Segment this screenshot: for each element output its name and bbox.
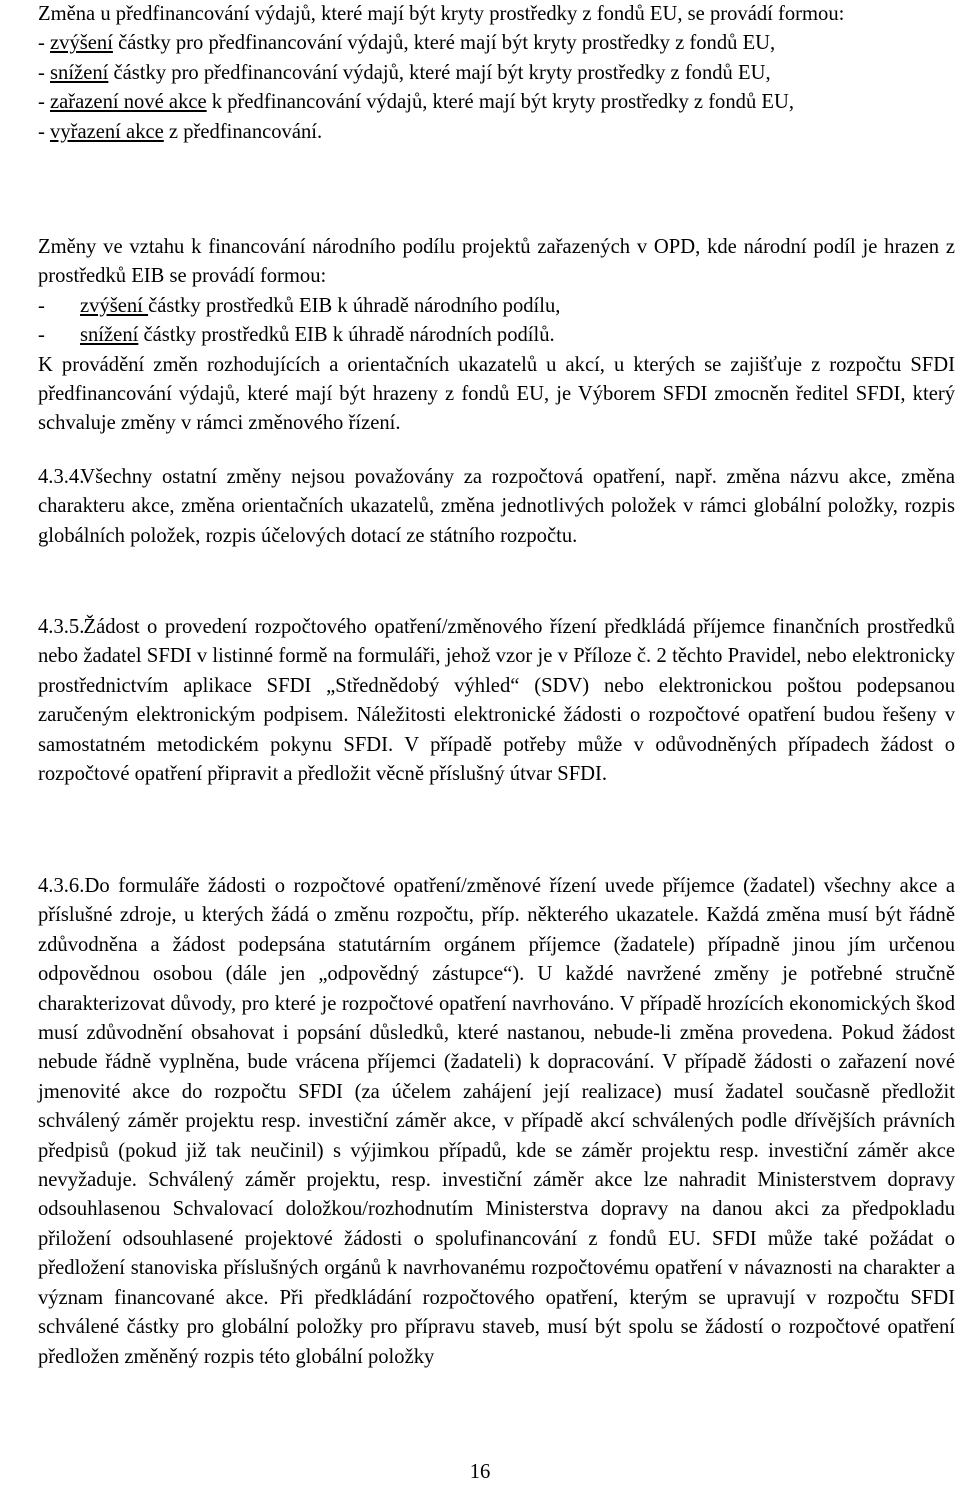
section-4-3-5	[38, 613, 955, 789]
section-4-3-6	[38, 872, 955, 1372]
list-item: - zvýšení částky prostředků EIB k úhradě národního podílu,	[38, 294, 561, 317]
opd-after: K provádění změn rozhodujících a orientačních ukazatelů u akcí, u kterých se zajišťuje z rozpočtu SFDI předfinancování výdajů, které mají být hrazeny z fondů EU, je Výborem SFDI zmocněn ředitel SFDI, který schvaluje změny v rámci změnového řízení.	[38, 353, 955, 435]
page-number: 16	[469, 1461, 491, 1483]
intro-lead: Změna u předfinancování výdajů, které mají být kryty prostředky z fondů EU, se provádí formou:	[38, 3, 845, 25]
list-item: - snížení částky pro předfinancování výdajů, které mají být kryty prostředky z fondů EU,	[38, 61, 771, 84]
section-text: Žádost o provedení rozpočtového opatření/změnového řízení předkládá příjemce finančních prostředků nebo žadatel SFDI v listinné formě na formuláři, jehož vzor je v Příloze č. 2 těchto Pravidel, nebo elektronicky prostřednictvím aplikace SFDI „Střednědobý výhled“ (SDV) nebo elektronickou poštou podepsanou zaručeným elektronickým podpisem. Náležitosti elektronické žádosti o rozpočtové opatření budou řešeny v samostatném metodickém pokynu SFDI. V případě potřeby může v odůvodněných případech žádost o rozpočtové opatření připravit a předložit věcně příslušný útvar SFDI.	[38, 616, 955, 786]
section-text: Všechny ostatní změny nejsou považovány za rozpočtová opatření, např. změna názvu akce, změna charakteru akce, změna orientačních ukazatelů, změna jednotlivých položek v rámci globální položky, rozpis globálních položek, rozpis účelových dotací ze státního rozpočtu.	[38, 466, 955, 547]
list-item: - zařazení nové akce k předfinancování výdajů, které mají být kryty prostředky z fondů EU,	[38, 91, 794, 114]
intro-section	[38, 0, 955, 147]
section-number: 4.3.4.	[38, 466, 85, 488]
section-number: 4.3.6.	[38, 875, 85, 897]
section-4-3-4	[38, 463, 955, 551]
list-item: - zvýšení částky pro předfinancování výdajů, které mají být kryty prostředky z fondů EU,	[38, 32, 776, 55]
section-number: 4.3.5.	[38, 616, 85, 638]
list-item: - snížení částky prostředků EIB k úhradě národních podílů.	[38, 324, 555, 347]
section-text: Do formuláře žádosti o rozpočtové opatření/změnové řízení uvede příjemce (žadatel) všechny akce a příslušné zdroje, u kterých žádá o změnu rozpočtu, příp. některého ukazatele. Každá změna musí být řádně zdůvodněna a žádost podepsána statutárním orgánem příjemce (žadatele) případně jinou jím určenou odpovědnou osobou (dále jen „odpovědný zástupce“). U každé navržené změny je potřebné stručně charakterizovat důvody, pro které je rozpočtové opatření navrhováno. V případě hrozících ekonomických škod musí zdůvodnění obsahovat i popsání důsledků, které nastanou, nebude-li změna provedena. Pokud žádost nebude řádně vyplněna, bude vrácena příjemci (žadateli) k dopracování. V případě žádosti o zařazení nové jmenovité akce do rozpočtu SFDI (za účelem zahájení její realizace) musí žadatel současně předložit schválený záměr projektu resp. investiční záměr akce, v případě akcí schválených podle dřívějších právních předpisů (pokud již tak neučinil) s výjimkou případů, kde se záměr projektu resp. investiční záměr akce nevyžaduje. Schválený záměr projektu, resp. investiční záměr akce lze nahradit Ministerstvem dopravy odsouhlasenou Schvalovací doložkou/rozhodnutím Ministerstva dopravy na danou akci za předpokladu přiložení odsouhlasené projektové žádosti o spolufinancování z fondů EU. SFDI může také požádat o předložení stanoviska příslušných orgánů k navrhovanému rozpočtovému opatření v návaznosti na charakter a význam financované akce. Při předkládání rozpočtového opatření, kterým se upravují v rozpočtu SFDI schválené částky pro globální položky pro přípravu staveb, musí být spolu se žádostí o rozpočtové opatření předložen změněný rozpis této globální položky	[38, 875, 955, 1368]
opd-section	[38, 233, 955, 439]
list-item: - vyřazení akce z předfinancování.	[38, 120, 323, 143]
opd-lead: Změny ve vztahu k financování národního podílu projektů zařazených v OPD, kde národní podíl je hrazen z prostředků EIB se provádí formou:	[38, 236, 955, 288]
